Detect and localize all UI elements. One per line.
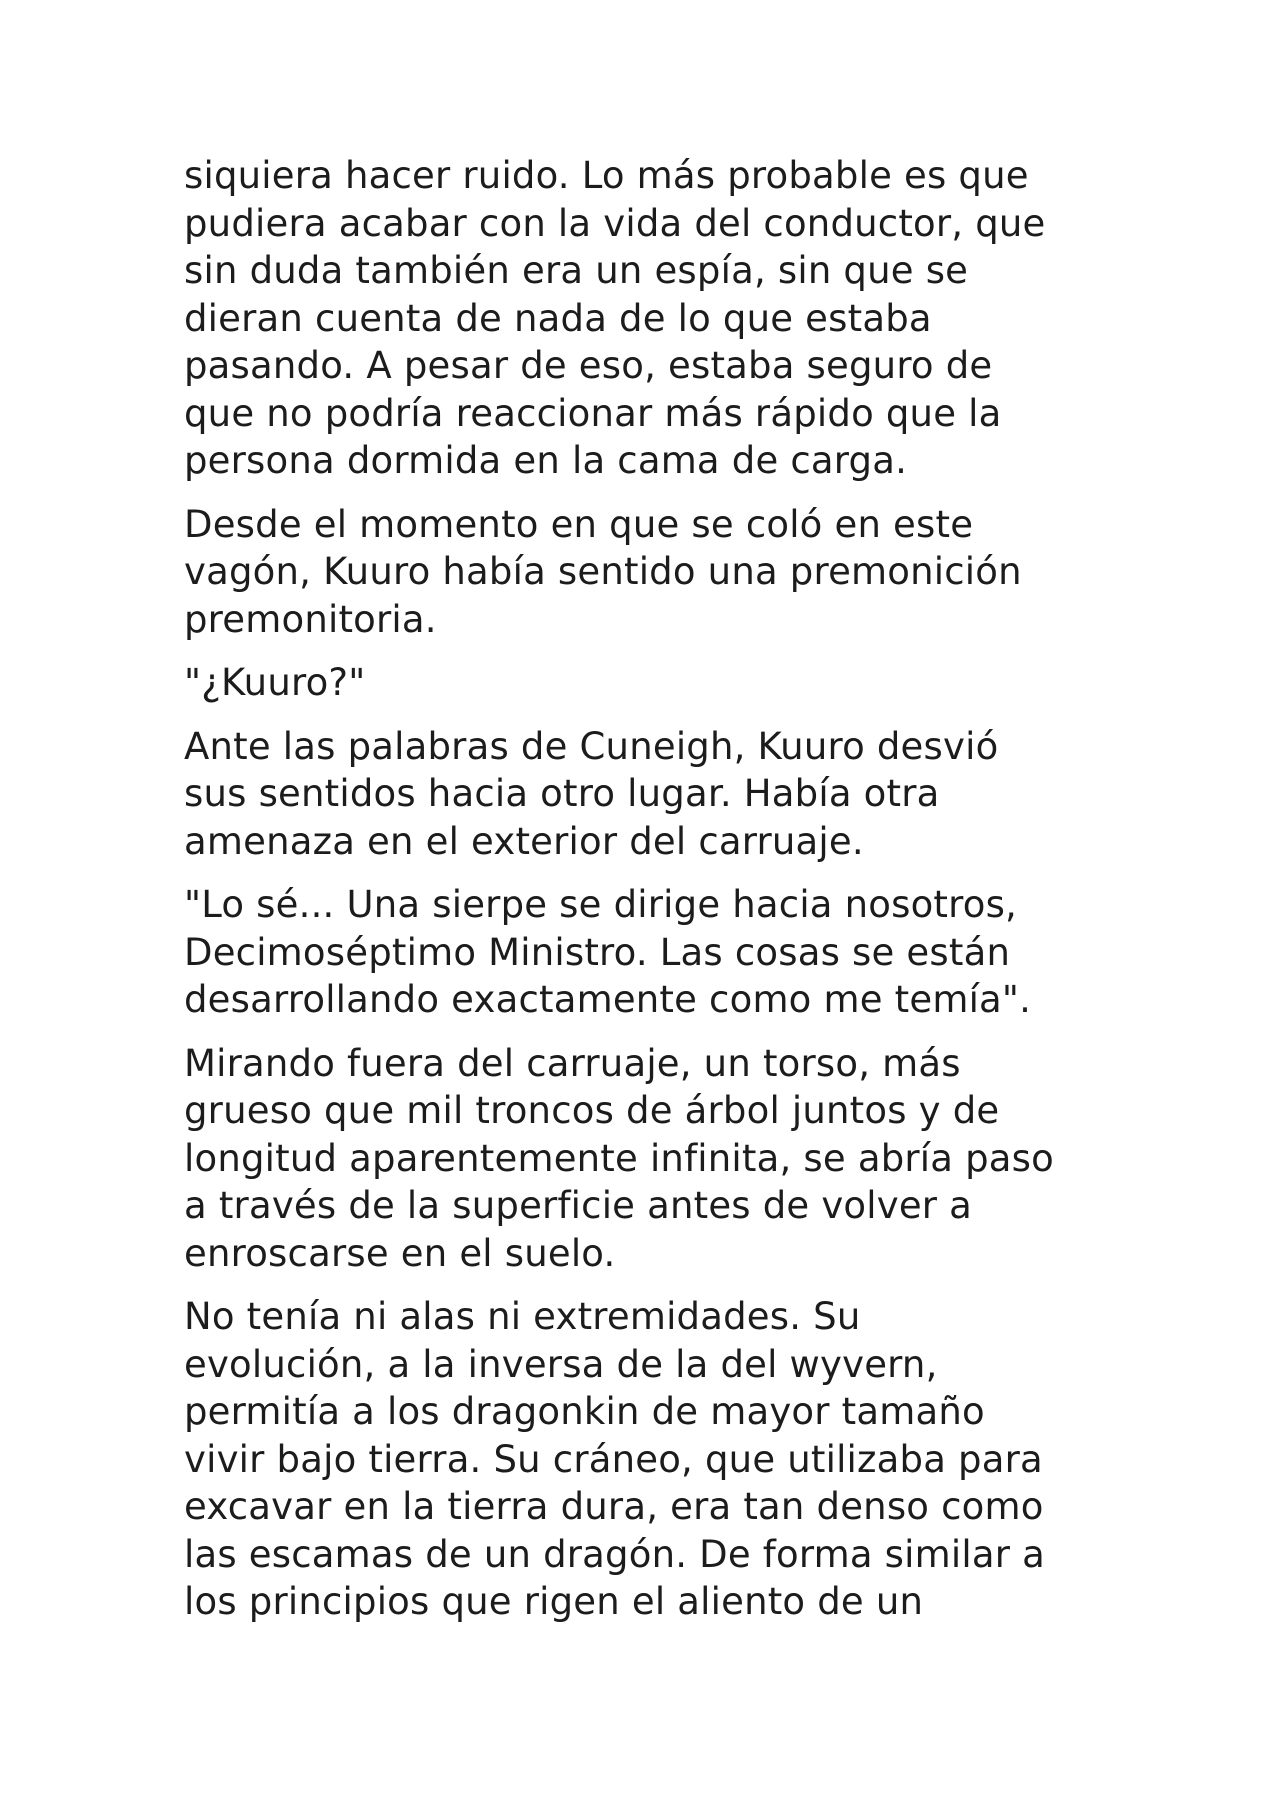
text-line: persona dormida en la cama de carga.	[184, 439, 908, 482]
paragraph-5	[184, 881, 1104, 1024]
text-line: a través de la superficie antes de volver a	[184, 1184, 973, 1227]
text-line: siquiera hacer ruido. Lo más probable es que	[184, 154, 1029, 197]
text-line: vivir bajo tierra. Su cráneo, que utilizaba para	[184, 1437, 1043, 1481]
text-line: enroscarse en el suelo.	[184, 1231, 616, 1275]
paragraph-4	[184, 723, 1104, 866]
text-line: premonitoria.	[184, 597, 437, 641]
text-line: grueso que mil troncos de árbol juntos y de	[184, 1089, 1000, 1132]
text-line: "Lo sé... Una sierpe se dirige hacia nosotros,	[184, 883, 1018, 926]
text-line: pasando. A pesar de eso, estaba seguro de	[184, 344, 993, 387]
text-line: "¿Kuuro?"	[184, 661, 366, 704]
text-line: las escamas de un dragón. De forma similar a	[184, 1532, 1045, 1576]
paragraph-7	[184, 1293, 1104, 1626]
text-line: excavar en la tierra dura, era tan denso como	[184, 1485, 1044, 1528]
text-line: longitud aparentemente infinita, se abría paso	[184, 1136, 1054, 1180]
text-line: amenaza en el exterior del carruaje.	[184, 819, 864, 863]
text-line: que no podría reaccionar más rápido que la	[184, 391, 1002, 435]
text-body	[184, 152, 1104, 1642]
text-line: Ante las palabras de Cuneigh, Kuuro desvió	[184, 724, 999, 768]
text-line: Mirando fuera del carruaje, un torso, más	[184, 1041, 961, 1085]
text-line: vagón, Kuuro había sentido una premonición	[184, 550, 1022, 593]
text-line: No tenía ni alas ni extremidades. Su	[184, 1295, 861, 1338]
text-line: los principios que rigen el aliento de un	[184, 1580, 924, 1623]
text-line: pudiera acabar con la vida del conductor, que	[184, 201, 1046, 245]
text-line: permitía a los dragonkin de mayor tamaño	[184, 1390, 985, 1433]
text-line: sin duda también era un espía, sin que se	[184, 249, 969, 292]
text-line: Desde el momento en que se coló en este	[184, 502, 974, 546]
paragraph-2	[184, 501, 1104, 644]
paragraph-1	[184, 152, 1104, 485]
paragraph-6	[184, 1040, 1104, 1278]
text-line: sus sentidos hacia otro lugar. Había otra	[184, 772, 940, 815]
text-line: desarrollando exactamente como me temía".	[184, 978, 1032, 1021]
paragraph-3	[184, 659, 1104, 707]
text-line: dieran cuenta de nada de lo que estaba	[184, 296, 932, 340]
text-line: evolución, a la inversa de la del wyvern,	[184, 1342, 938, 1386]
text-line: Decimoséptimo Ministro. Las cosas se están	[184, 930, 1011, 974]
